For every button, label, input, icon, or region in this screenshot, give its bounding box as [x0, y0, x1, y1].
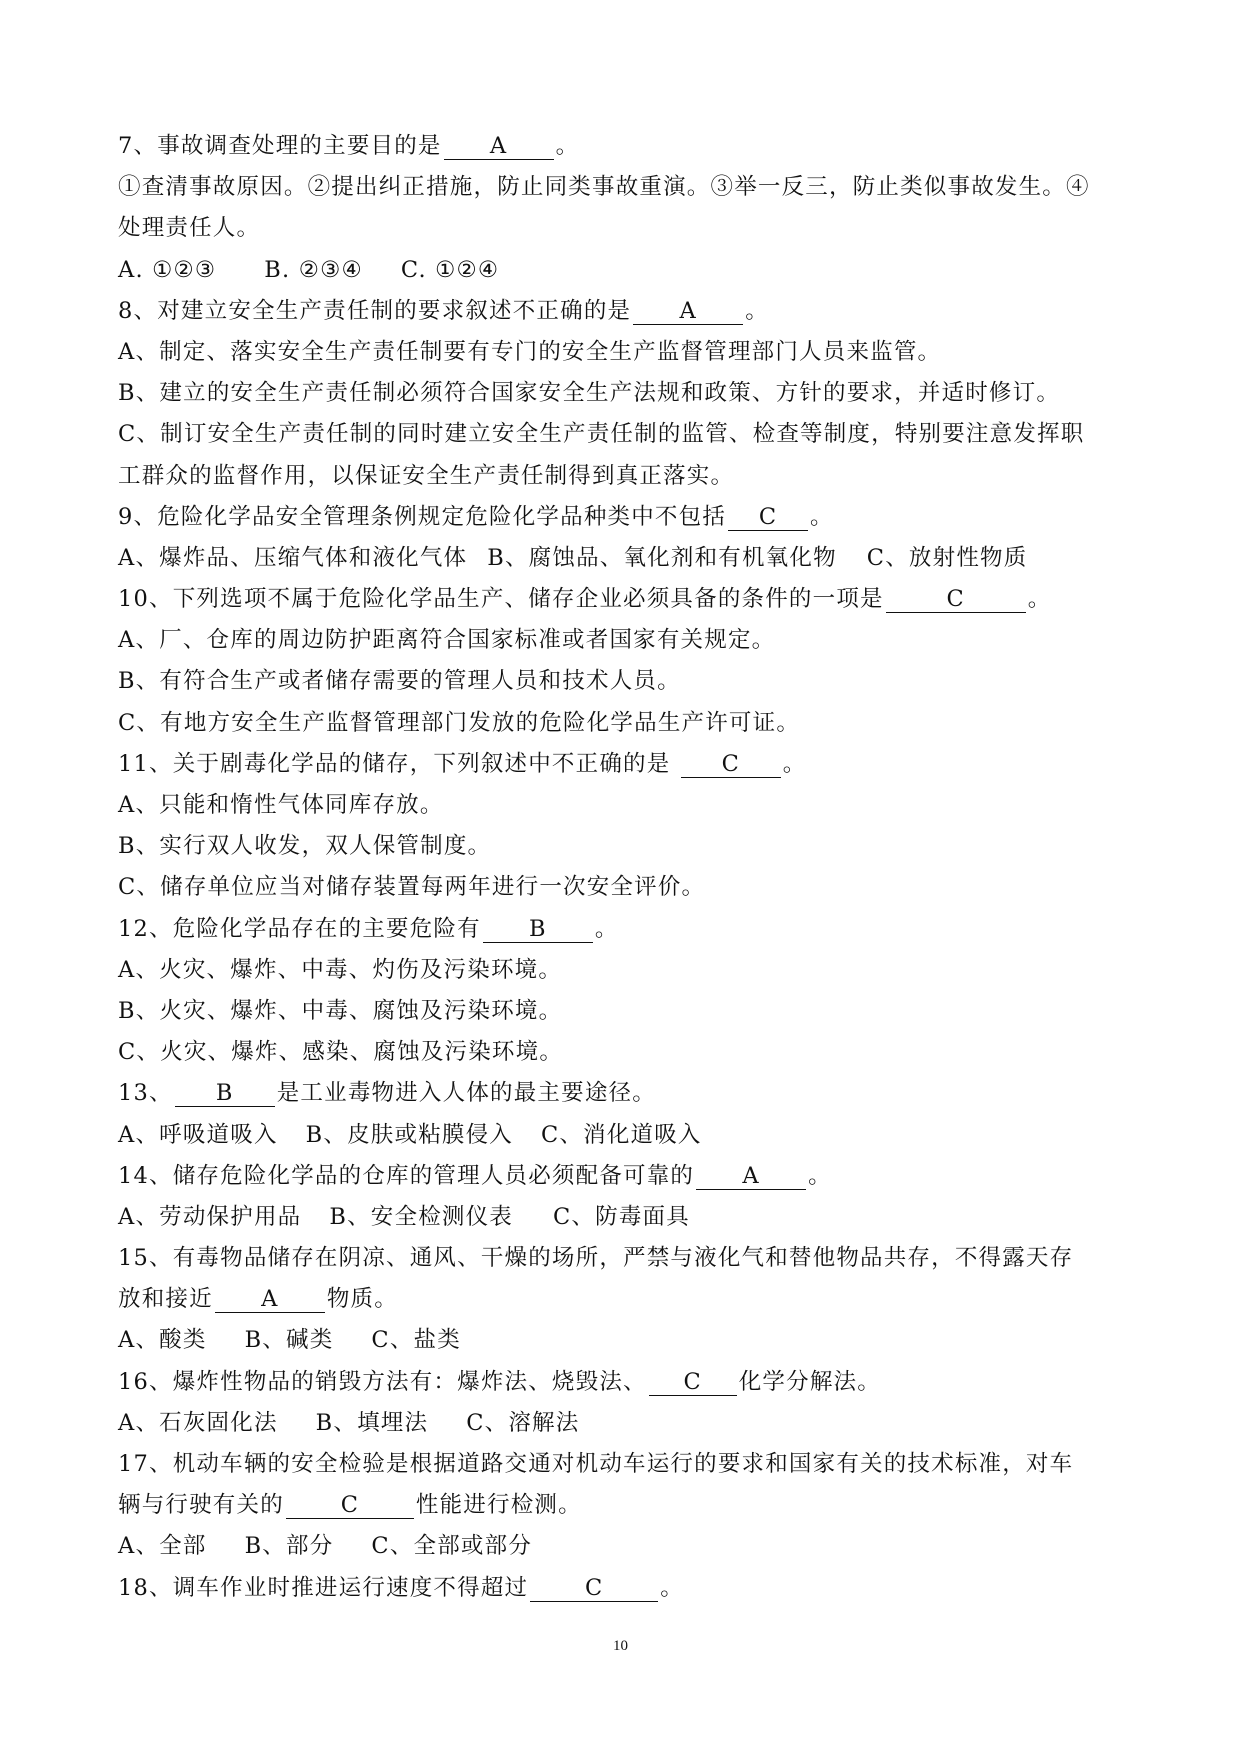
answer-blank: C [886, 586, 1026, 613]
answer-blank: C [649, 1369, 737, 1396]
text-line [118, 661, 1128, 702]
answer-blank: A [215, 1286, 325, 1313]
text-segment: 12、危险化学品存在的主要危险有 [118, 915, 481, 942]
text-segment: 11、关于剧毒化学品的储存，下列叙述中不正确的是 [118, 750, 679, 777]
text-segment: A、酸类 [118, 1327, 207, 1354]
text-line [118, 744, 1128, 785]
text-segment: A、火灾、爆炸、中毒、灼伤及污染环境。 [118, 956, 563, 983]
text-line [118, 1197, 1128, 1238]
text-segment: 。 [810, 503, 834, 530]
text-segment: C、全部或部分 [371, 1533, 533, 1560]
answer-blank: A [633, 298, 743, 325]
text-line [118, 1115, 1128, 1156]
text-segment: A、制定、落实安全生产责任制要有专门的安全生产监督管理部门人员来监管。 [118, 338, 942, 365]
answer-blank: A [444, 133, 554, 160]
text-segment: 。 [782, 750, 807, 777]
text-segment: B、填埋法 [315, 1409, 429, 1436]
text-segment: 10、下列选项不属于危险化学品生产、储存企业必须具备的条件的一项是 [118, 586, 884, 613]
text-segment: C、制订安全生产责任制的同时建立安全生产责任制的监管、检查等制度，特别要注意发挥职 [118, 421, 1085, 448]
text-line [118, 538, 1128, 579]
text-segment: C、消化道吸入 [541, 1121, 702, 1148]
text-segment: 。 [745, 297, 769, 324]
text-line [118, 620, 1128, 661]
text-line [118, 1032, 1128, 1073]
text-line [118, 950, 1128, 991]
text-segment: 。 [594, 915, 619, 942]
answer-blank: C [728, 504, 808, 531]
text-line [118, 414, 1128, 455]
text-segment: 工群众的监督作用，以保证安全生产责任制得到真正落实。 [118, 462, 735, 489]
text-segment: 化学分解法。 [738, 1368, 881, 1395]
text-segment: C. ①②④ [400, 256, 500, 283]
answer-blank: A [696, 1163, 806, 1190]
text-line [118, 1403, 1128, 1444]
answer-blank: B [175, 1080, 275, 1107]
text-segment: B、皮肤或粘膜侵入 [305, 1121, 513, 1148]
text-line [118, 126, 1128, 167]
answer-blank: C [681, 751, 781, 778]
text-line [118, 332, 1128, 373]
text-line [118, 579, 1128, 620]
text-segment: A、爆炸品、压缩气体和液化气体 [118, 544, 468, 571]
text-segment: 。 [555, 133, 580, 159]
text-line [118, 867, 1128, 908]
text-line [118, 1444, 1128, 1485]
text-segment: 处理责任人。 [118, 215, 261, 242]
text-segment: A、呼吸道吸入 [118, 1121, 278, 1148]
text-line [118, 1485, 1128, 1526]
text-segment: 16、爆炸性物品的销毁方法有：爆炸法、烧毁法、 [118, 1368, 647, 1395]
text-line [118, 373, 1128, 414]
text-segment: B、有符合生产或者储存需要的管理人员和技术人员。 [118, 668, 681, 695]
text-segment: B、部分 [244, 1533, 334, 1560]
text-segment: 17、机动车辆的安全检验是根据道路交通对机动车运行的要求和国家有关的技术标准，对车 [118, 1451, 1074, 1477]
text-segment: 。 [1027, 586, 1052, 613]
text-line [118, 826, 1128, 867]
page-number: 10 [613, 1638, 628, 1654]
text-line [118, 1238, 1128, 1279]
text-segment: 放和接近 [118, 1286, 213, 1313]
text-segment: A、石灰固化法 [118, 1409, 278, 1436]
text-segment: 。 [808, 1162, 832, 1189]
text-segment: C、放射性物质 [866, 544, 1028, 571]
text-segment: B、火灾、爆炸、中毒、腐蚀及污染环境。 [118, 997, 563, 1024]
text-line [118, 291, 1128, 332]
text-segment: C、盐类 [371, 1327, 461, 1354]
text-segment: 物质。 [326, 1286, 398, 1313]
text-segment: 辆与行驶有关的 [118, 1492, 284, 1519]
text-segment: 是工业毒物进入人体的最主要途径。 [276, 1080, 656, 1107]
text-segment: ①查清事故原因。②提出纠正措施，防止同类事故重演。③举一反三，防止类似事故发生。④ [118, 174, 1090, 201]
text-segment: C、储存单位应当对储存装置每两年进行一次安全评价。 [118, 874, 706, 901]
text-line [118, 250, 1128, 291]
text-segment: B. ②③④ [264, 256, 363, 283]
text-line [118, 909, 1128, 950]
text-segment: 。 [660, 1574, 684, 1601]
text-line [118, 991, 1128, 1032]
answer-blank: B [483, 916, 593, 943]
text-line [118, 208, 1128, 249]
text-segment: A、劳动保护用品 [118, 1203, 302, 1230]
text-line [118, 1320, 1128, 1361]
text-segment: C、有地方安全生产监督管理部门发放的危险化学品生产许可证。 [118, 709, 801, 736]
answer-blank: C [286, 1492, 414, 1519]
text-segment: B、碱类 [244, 1327, 334, 1354]
text-segment: 8、对建立安全生产责任制的要求叙述不正确的是 [118, 297, 632, 324]
text-segment: 13、 [118, 1080, 173, 1107]
text-segment: 18、调车作业时推进运行速度不得超过 [118, 1574, 529, 1601]
text-line [118, 1279, 1128, 1320]
text-segment: 14、储存危险化学品的仓库的管理人员必须配备可靠的 [118, 1162, 695, 1189]
text-segment: A、厂、仓库的周边防护距离符合国家标准或者国家有关规定。 [118, 627, 776, 654]
text-segment: 15、有毒物品储存在阴凉、通风、干燥的场所，严禁与液化气和替他物品共存，不得露天存 [118, 1245, 1074, 1272]
text-line [118, 1156, 1128, 1197]
text-segment: B、实行双人收发，双人保管制度。 [118, 833, 492, 860]
answer-blank: C [530, 1575, 658, 1602]
text-line [118, 497, 1128, 538]
text-line [118, 1526, 1128, 1567]
text-line [118, 1073, 1128, 1114]
text-segment: 9、危险化学品安全管理条例规定危险化学品种类中不包括 [118, 503, 727, 530]
text-segment: A、只能和惰性气体同库存放。 [118, 792, 444, 818]
text-segment: C、防毒面具 [553, 1203, 690, 1230]
text-line [118, 785, 1128, 826]
text-segment: A、全部 [118, 1533, 207, 1560]
text-line [118, 703, 1128, 744]
text-line [118, 1362, 1128, 1403]
text-segment: 7、事故调查处理的主要目的是 [118, 133, 442, 159]
text-segment: 性能进行检测。 [415, 1492, 582, 1519]
text-segment: A. ①②③ [118, 256, 217, 283]
text-segment: B、建立的安全生产责任制必须符合国家安全生产法规和政策、方针的要求，并适时修订。 [118, 380, 1061, 407]
text-line [118, 456, 1128, 497]
text-line [118, 1568, 1128, 1609]
document-body [118, 126, 1128, 1609]
text-segment: B、安全检测仪表 [329, 1203, 513, 1230]
text-segment: C、溶解法 [466, 1409, 580, 1436]
text-segment: C、火灾、爆炸、感染、腐蚀及污染环境。 [118, 1039, 564, 1066]
text-segment: B、腐蚀品、氧化剂和有机氧化物 [487, 544, 837, 571]
text-line [118, 167, 1128, 208]
